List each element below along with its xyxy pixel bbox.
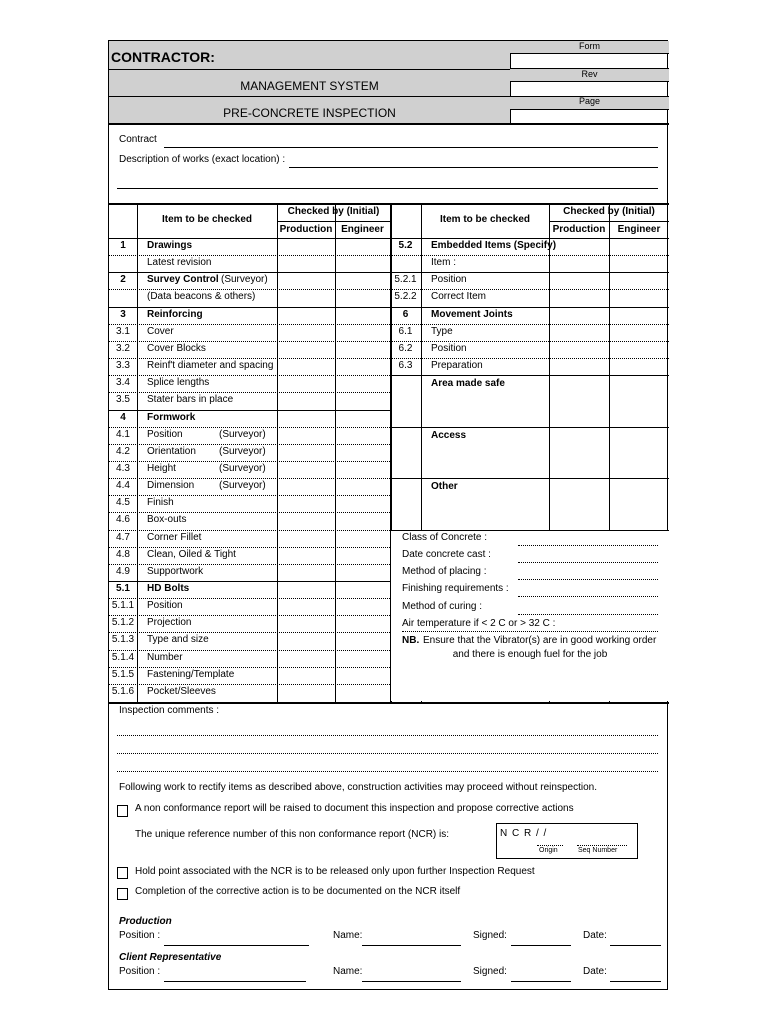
- left-row-production-cell[interactable]: [277, 598, 335, 615]
- other-cell[interactable]: [549, 478, 669, 530]
- production-signed-field[interactable]: [511, 945, 571, 946]
- left-row-item: Reinf't diameter and spacing: [147, 360, 274, 372]
- left-row-engineer-cell[interactable]: [335, 632, 390, 649]
- left-row-item: (Data beacons & others): [147, 291, 256, 303]
- page-field[interactable]: [510, 110, 669, 123]
- left-row-no: 3.3: [116, 360, 130, 372]
- finishing-requirements-label: Finishing requirements :: [402, 583, 509, 595]
- left-row-no: 4.9: [116, 565, 130, 577]
- date-cast-label: Date concrete cast :: [402, 548, 491, 560]
- right-row-no: 5.2.2: [394, 291, 417, 303]
- left-row-item: Cover Blocks: [147, 342, 206, 354]
- completion-text: Completion of the corrective action is to be documented on the NCR itself: [135, 886, 461, 897]
- left-row-production-cell[interactable]: [277, 307, 335, 324]
- left-row-item: Dimension: [147, 480, 195, 492]
- client-heading: Client Representative: [119, 952, 222, 963]
- ncr-seq-label: Seq Number: [578, 847, 618, 854]
- completion-checkbox[interactable]: [117, 888, 128, 900]
- left-row-no: 5.1.6: [111, 685, 135, 697]
- left-row-engineer-cell[interactable]: [335, 392, 390, 409]
- nb-label: NB.: [402, 634, 420, 646]
- left-row-item: Position: [147, 428, 183, 440]
- left-row-engineer-cell[interactable]: [335, 581, 390, 598]
- page-title: PRE-CONCRETE INSPECTION: [223, 106, 396, 120]
- right-row-engineer-cell[interactable]: [609, 358, 669, 375]
- left-row-engineer-cell[interactable]: [335, 547, 390, 564]
- left-row-engineer-cell[interactable]: [335, 667, 390, 684]
- method-of-placing-label: Method of placing :: [402, 566, 487, 578]
- production-date-label: Date:: [583, 930, 607, 941]
- left-row-item: Cover: [147, 325, 174, 337]
- rev-label: Rev: [581, 69, 598, 79]
- left-row-engineer-cell[interactable]: [335, 615, 390, 632]
- left-row-no: 3.5: [116, 394, 130, 406]
- left-row-note: (Surveyor): [219, 480, 266, 492]
- left-row-engineer-cell[interactable]: [335, 307, 390, 324]
- left-row-production-cell[interactable]: [277, 444, 335, 461]
- description-line-2[interactable]: [117, 188, 658, 189]
- left-row-production-cell[interactable]: [277, 564, 335, 581]
- left-row-production-cell[interactable]: [277, 684, 335, 701]
- air-temperature-field[interactable]: [402, 631, 658, 632]
- left-row-no: 5.1.5: [111, 668, 135, 680]
- right-item-header: Item to be checked: [439, 214, 531, 225]
- left-row-no: 4.4: [116, 480, 130, 492]
- right-row-engineer-cell[interactable]: [609, 238, 669, 255]
- right-row-no: 5.2.1: [394, 274, 417, 286]
- left-row-engineer-cell[interactable]: [335, 272, 390, 289]
- comments-line-2[interactable]: [117, 753, 658, 754]
- right-row-production-cell[interactable]: [549, 272, 609, 289]
- left-row-production-cell[interactable]: [277, 667, 335, 684]
- production-date-field[interactable]: [610, 945, 661, 946]
- access-label: Access: [431, 429, 467, 441]
- left-row-engineer-cell[interactable]: [335, 238, 390, 255]
- left-row-item: Finish: [147, 497, 174, 509]
- left-row-no: 5.1.4: [111, 651, 135, 663]
- left-row-no: 3: [120, 308, 126, 320]
- comments-label: Inspection comments :: [119, 705, 220, 716]
- left-row-item: Formwork: [147, 411, 196, 423]
- left-row-note: (Surveyor): [219, 462, 266, 474]
- left-row-production-cell[interactable]: [277, 632, 335, 649]
- right-row-production-cell[interactable]: [549, 255, 609, 272]
- left-row-no: 3.4: [116, 377, 130, 389]
- right-row-item: Embedded Items (Specify): [431, 240, 557, 251]
- right-row-production-cell[interactable]: [549, 358, 609, 375]
- hold-point-checkbox[interactable]: [117, 867, 128, 879]
- left-row-item: Pocket/Sleeves: [147, 685, 216, 697]
- left-row-production-cell[interactable]: [277, 341, 335, 358]
- left-row-production-cell[interactable]: [277, 289, 335, 306]
- right-production-header: Production: [552, 224, 606, 235]
- left-row-no: 5.1.3: [111, 634, 135, 646]
- left-row-production-cell[interactable]: [277, 478, 335, 495]
- client-date-label: Date:: [583, 966, 607, 977]
- left-row-engineer-cell[interactable]: [335, 375, 390, 392]
- nb-text-1: Ensure that the Vibrator(s) are in good working order: [423, 634, 657, 646]
- left-row-no: 1: [120, 240, 126, 251]
- right-row-engineer-cell[interactable]: [609, 341, 669, 358]
- right-row-item: Movement Joints: [431, 308, 513, 320]
- description-field[interactable]: [289, 167, 658, 168]
- left-row-no: 4.3: [116, 462, 130, 474]
- left-row-production-cell[interactable]: [277, 392, 335, 409]
- left-row-production-cell[interactable]: [277, 547, 335, 564]
- left-row-item: Splice lengths: [147, 377, 210, 389]
- left-row-item: Survey Control: [147, 274, 219, 286]
- left-row-engineer-cell[interactable]: [335, 341, 390, 358]
- ncr-prefix: N C R / /: [500, 828, 548, 839]
- left-row-item: Fastening/Template: [147, 668, 235, 680]
- area-made-safe-cell[interactable]: [549, 375, 669, 427]
- production-position-field[interactable]: [164, 945, 309, 946]
- contract-label: Contract: [119, 134, 157, 145]
- right-row-production-cell[interactable]: [549, 238, 609, 255]
- left-row-item: Reinforcing: [147, 308, 203, 320]
- production-position-label: Position :: [119, 930, 161, 941]
- left-row-no: 2: [120, 274, 126, 286]
- right-row-item: Type: [431, 325, 453, 337]
- left-row-item: Drawings: [147, 240, 193, 251]
- left-row-engineer-cell[interactable]: [335, 650, 390, 667]
- comments-line-3[interactable]: [117, 771, 658, 772]
- left-row-item: Latest revision: [147, 257, 212, 269]
- left-row-production-cell[interactable]: [277, 581, 335, 598]
- contract-field[interactable]: [164, 147, 658, 148]
- left-row-note: (Surveyor): [221, 274, 268, 286]
- rev-field[interactable]: [510, 82, 669, 96]
- left-row-no: 5.1.2: [111, 617, 135, 629]
- left-row-item: Position: [147, 600, 183, 612]
- page-label: Page: [578, 96, 601, 106]
- right-row-production-cell[interactable]: [549, 324, 609, 341]
- right-checked-by-header: Checked by (Initial): [563, 206, 655, 217]
- left-row-item: Orientation: [147, 445, 196, 457]
- contractor-label: CONTRACTOR:: [111, 49, 215, 65]
- ncr-checkbox[interactable]: [117, 805, 128, 817]
- ncr-origin-label: Origin: [539, 847, 558, 854]
- left-row-production-cell[interactable]: [277, 238, 335, 255]
- left-row-production-cell[interactable]: [277, 461, 335, 478]
- client-position-field[interactable]: [164, 981, 306, 982]
- left-row-item: Stater bars in place: [147, 394, 234, 406]
- left-row-production-cell[interactable]: [277, 512, 335, 529]
- left-row-engineer-cell[interactable]: [335, 410, 390, 427]
- left-row-no: 4: [120, 411, 126, 423]
- other-label: Other: [431, 481, 458, 493]
- left-row-production-cell[interactable]: [277, 255, 335, 272]
- right-row-engineer-cell[interactable]: [609, 289, 669, 306]
- ncr-option-text: A non conformance report will be raised to document this inspection and propose corrective actions: [135, 803, 574, 814]
- left-row-engineer-cell[interactable]: [335, 289, 390, 306]
- ncr-reference-label: The unique reference number of this non conformance report (NCR) is:: [135, 829, 450, 840]
- right-row-production-cell[interactable]: [549, 307, 609, 324]
- finishing-requirements-field[interactable]: [518, 596, 658, 597]
- left-row-item: Projection: [147, 617, 192, 629]
- left-row-item: Box-outs: [147, 514, 187, 526]
- right-row-item: Preparation: [431, 360, 483, 372]
- method-of-curing-label: Method of curing :: [402, 600, 483, 612]
- left-engineer-header: Engineer: [341, 224, 384, 235]
- left-row-production-cell[interactable]: [277, 272, 335, 289]
- production-name-label: Name:: [333, 930, 363, 941]
- form-field[interactable]: [510, 54, 669, 68]
- left-row-no: 3.2: [116, 342, 130, 354]
- left-row-production-cell[interactable]: [277, 358, 335, 375]
- left-row-note: (Surveyor): [219, 428, 266, 440]
- right-row-no: 6.3: [398, 360, 413, 372]
- access-cell[interactable]: [549, 427, 669, 479]
- class-of-concrete-label: Class of Concrete :: [402, 531, 488, 543]
- right-row-engineer-cell[interactable]: [609, 307, 669, 324]
- left-row-item: Clean, Oiled & Tight: [147, 548, 236, 560]
- left-row-note: (Surveyor): [219, 445, 266, 457]
- left-row-production-cell[interactable]: [277, 427, 335, 444]
- left-row-engineer-cell[interactable]: [335, 478, 390, 495]
- client-name-field[interactable]: [362, 981, 461, 982]
- client-name-label: Name:: [333, 966, 363, 977]
- left-row-production-cell[interactable]: [277, 324, 335, 341]
- comments-line-1[interactable]: [117, 735, 658, 736]
- area-made-safe-label: Area made safe: [431, 378, 505, 390]
- right-row-no: 5.2: [398, 240, 413, 251]
- client-date-field[interactable]: [610, 981, 661, 982]
- right-row-item: Position: [431, 274, 467, 286]
- form-label: Form: [579, 41, 600, 51]
- right-row-engineer-cell[interactable]: [609, 255, 669, 272]
- right-row-production-cell[interactable]: [549, 341, 609, 358]
- left-row-no: 3.1: [116, 325, 130, 337]
- left-row-no: 4.1: [116, 428, 130, 440]
- following-text: Following work to rectify items as described above, construction activities may proceed without reinspection.: [119, 782, 597, 793]
- right-row-item: Correct Item: [431, 291, 487, 303]
- inspection-form: [108, 40, 668, 990]
- right-row-production-cell[interactable]: [549, 289, 609, 306]
- left-row-no: 4.8: [116, 548, 130, 560]
- production-signed-label: Signed:: [473, 930, 507, 941]
- client-position-label: Position :: [119, 966, 161, 977]
- client-signed-label: Signed:: [473, 966, 507, 977]
- right-row-engineer-cell[interactable]: [609, 272, 669, 289]
- left-row-production-cell[interactable]: [277, 615, 335, 632]
- left-row-production-cell[interactable]: [277, 375, 335, 392]
- left-row-engineer-cell[interactable]: [335, 495, 390, 512]
- line: [277, 221, 390, 222]
- left-row-engineer-cell[interactable]: [335, 444, 390, 461]
- line: [137, 203, 138, 702]
- left-row-no: 4.2: [116, 445, 130, 457]
- left-row-engineer-cell[interactable]: [335, 461, 390, 478]
- left-row-engineer-cell[interactable]: [335, 564, 390, 581]
- left-row-no: 4.7: [116, 531, 130, 543]
- left-row-engineer-cell[interactable]: [335, 427, 390, 444]
- left-row-no: 4.5: [116, 497, 130, 509]
- left-row-no: 5.1: [116, 583, 130, 594]
- left-row-engineer-cell[interactable]: [335, 255, 390, 272]
- right-row-no: 6.1: [398, 325, 413, 337]
- method-of-placing-field[interactable]: [518, 579, 658, 580]
- description-label: Description of works (exact location) :: [119, 154, 286, 165]
- client-signed-field[interactable]: [511, 981, 571, 982]
- left-row-no: 5.1.1: [111, 600, 135, 612]
- left-row-engineer-cell[interactable]: [335, 530, 390, 547]
- left-row-engineer-cell[interactable]: [335, 324, 390, 341]
- production-name-field[interactable]: [362, 945, 461, 946]
- left-row-engineer-cell[interactable]: [335, 358, 390, 375]
- left-row-no: 4.6: [116, 514, 130, 526]
- nb-text-2: and there is enough fuel for the job: [452, 648, 608, 660]
- right-row-item: Item :: [431, 257, 457, 269]
- right-row-no: 6.2: [398, 342, 413, 354]
- right-row-no: 6: [402, 308, 409, 320]
- left-row-engineer-cell[interactable]: [335, 512, 390, 529]
- system-title: MANAGEMENT SYSTEM: [240, 79, 379, 93]
- left-row-item: HD Bolts: [147, 583, 190, 594]
- left-row-production-cell[interactable]: [277, 650, 335, 667]
- class-of-concrete-field[interactable]: [518, 545, 658, 546]
- left-row-item: Number: [147, 651, 183, 663]
- right-row-item: Position: [431, 342, 467, 354]
- left-row-engineer-cell[interactable]: [335, 684, 390, 701]
- left-row-item: Height: [147, 462, 176, 474]
- hold-point-text: Hold point associated with the NCR is to be released only upon further Inspection Request: [135, 866, 535, 877]
- left-row-engineer-cell[interactable]: [335, 598, 390, 615]
- left-row-item: Supportwork: [147, 565, 204, 577]
- left-row-item: Corner Fillet: [147, 531, 202, 543]
- production-heading: Production: [119, 916, 172, 927]
- right-engineer-header: Engineer: [617, 224, 661, 235]
- left-row-production-cell[interactable]: [277, 410, 335, 427]
- left-item-header: Item to be checked: [161, 214, 253, 225]
- left-row-item: Type and size: [147, 634, 209, 646]
- left-row-production-cell[interactable]: [277, 530, 335, 547]
- left-row-production-cell[interactable]: [277, 495, 335, 512]
- air-temperature-label: Air temperature if < 2 C or > 32 C :: [402, 617, 556, 629]
- date-cast-field[interactable]: [518, 562, 658, 563]
- left-checked-by-header: Checked by (Initial): [287, 206, 380, 217]
- right-row-engineer-cell[interactable]: [609, 324, 669, 341]
- method-of-curing-field[interactable]: [518, 614, 658, 615]
- left-production-header: Production: [279, 224, 333, 235]
